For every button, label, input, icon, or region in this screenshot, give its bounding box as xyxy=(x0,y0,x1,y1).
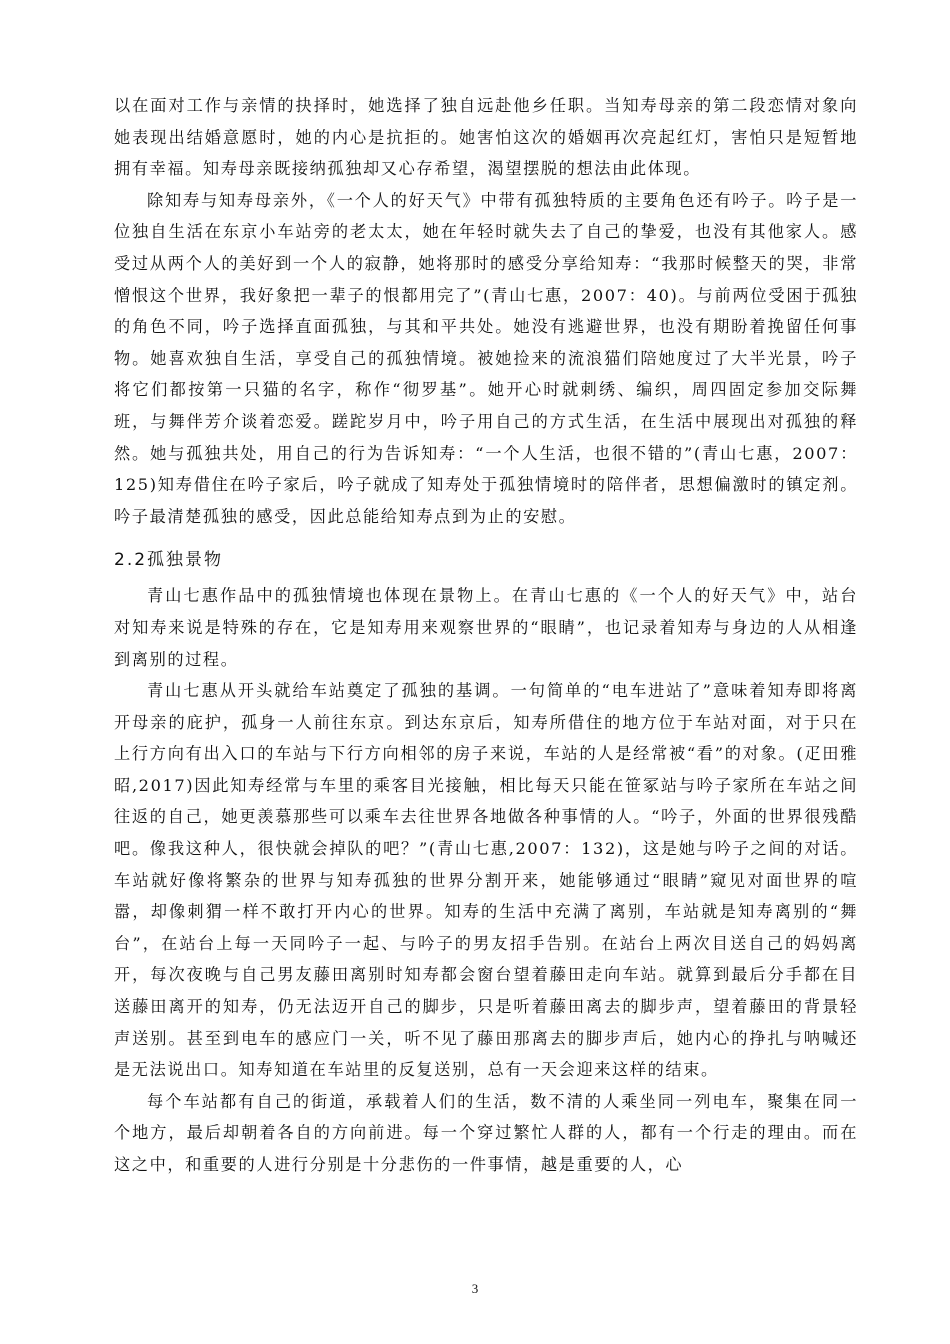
section-heading: 2.2孤独景物 xyxy=(114,550,224,571)
paragraph-ginko-character: 除知寿与知寿母亲外，《一个人的好天气》中带有孤独特质的主要角色还有吟子。吟子是一位独自生活在东京小车站旁的老太太，她在年轻时就失去了自己的挚爱，也没有其他家人。感受过从两个人的美好到一个人的寂静，她将那时的感受分享给知寿：“我那时候整天的哭，非常憎恨这个世界，我好象把一辈子的恨都用完了”(青山七惠，2007：40)。与前两位受困于孤独的角色不同，吟子选择直面孤独，与其和平共处。她没有逃避世界，也没有期盼着挽留任何事物。她喜欢独自生活，享受自己的孤独情境。被她捡来的流浪猫们陪她度过了大半光景，吟子将它们都按第一只猫的名字，称作“彻罗基”。她开心时就刺绣、编织，周四固定参加交际舞班，与舞伴芳介谈着恋爱。蹉跎岁月中，吟子用自己的方式生活，在生活中展现出对孤独的释然。她与孤独共处，用自己的行为告诉知寿：“一个人生活，也很不错的”(青山七惠，2007：125)知寿借住在吟子家后，吟子就成了知寿处于孤独情境时的陪伴者，思想偏激时的镇定剂。吟子最清楚孤独的感受，因此总能给知寿点到为止的安慰。 xyxy=(114,190,858,526)
paragraph-station-analysis: 青山七惠从开头就给车站奠定了孤独的基调。一句简单的“电车进站了”意味着知寿即将离开母亲的庇护，孤身一人前往东京。到达东京后，知寿所借住的地方位于车站对面，对于只在上行方向有出入口的车站与下行方向相邻的房子来说，车站的人是经常被“看”的对象。(疋田雅昭,2017)因此知寿经常与车里的乘客目光接触，相比每天只能在笹冢站与吟子家所在车站之间往返的自己，她更羡慕那些可以乘车去往世界各地做各种事情的人。“吟子，外面的世界很残酷吧。像我这种人，很快就会掉队的吧？”(青山七惠,2007：132)，这是她与吟子之间的对话。车站就好像将繁杂的世界与知寿孤独的世界分割开来，她能够通过“眼睛”窥见对面世界的喧嚣，却像刺猬一样不敢打开内心的世界。知寿的生活中充满了离别，车站就是知寿离别的“舞台”，在站台上每一天同吟子一起、与吟子的男友招手告别。在站台上两次目送自己的妈妈离开，每次夜晚与自己男友藤田离别时知寿都会窗台望着藤田走向车站。就算到最后分手都在目送藤田离开的知寿，仍无法迈开自己的脚步，只是听着藤田离去的脚步声，望着藤田的背景轻声送别。甚至到电车的感应门一关，听不见了藤田那离去的脚步声后，她内心的挣扎与呐喊还是无法说出口。知寿知道在车站里的反复送别，总有一天会迎来这样的结束。 xyxy=(114,681,858,1080)
paragraph-mother-loneliness: 以在面对工作与亲情的抉择时，她选择了独自远赴他乡任职。当知寿母亲的第二段恋情对象向她表现出结婚意愿时，她的内心是抗拒的。她害怕这次的婚姻再次亮起红灯，害怕只是短暂地拥有幸福。知寿母亲既接纳孤独却又心存希望，渴望摆脱的想法由此体现。 xyxy=(114,96,858,179)
paragraph-station-streets: 每个车站都有自己的街道，承载着人们的生活，数不清的人乘坐同一列电车，聚集在同一个地方，最后却朝着各自的方向前进。每一个穿过繁忙人群的人，都有一个行走的理由。而在这之中，和重要的人进行分别是十分悲伤的一件事情，越是重要的人，心 xyxy=(114,1091,858,1174)
page-number: 3 xyxy=(471,1281,479,1296)
paragraph-scenery-intro: 青山七惠作品中的孤独情境也体现在景物上。在青山七惠的《一个人的好天气》中，站台对知寿来说是特殊的存在，它是知寿用来观察世界的“眼睛”，也记录着知寿与身边的人从相逢到离别的过程。 xyxy=(114,586,858,669)
document-page xyxy=(114,90,858,1181)
